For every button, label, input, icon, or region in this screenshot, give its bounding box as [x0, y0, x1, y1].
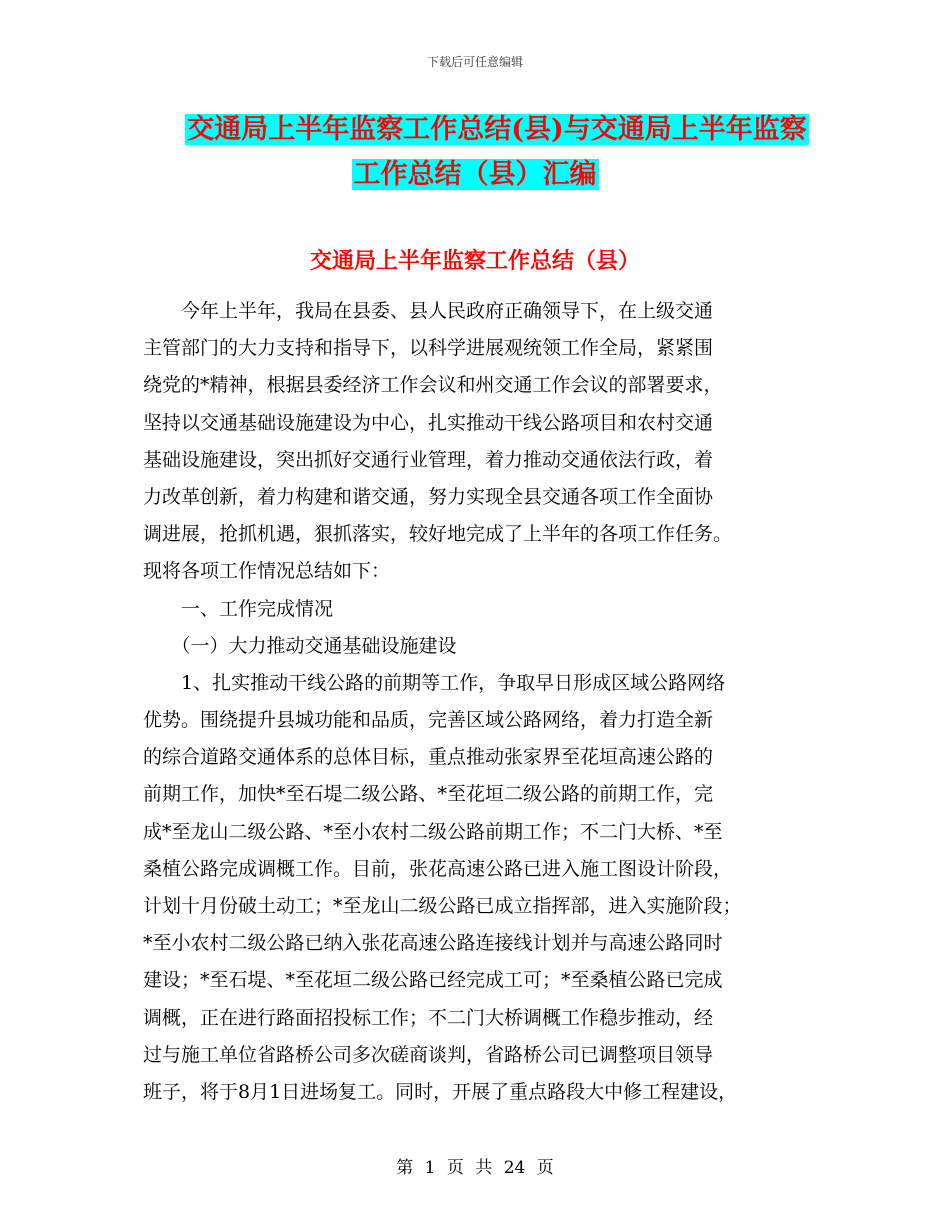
body-line: *至小农村二级公路已纳入张花高速公路连接线计划并与高速公路同时	[143, 932, 723, 955]
body-line: 调进展，抢抓机遇，狠抓落实，较好地完成了上半年的各项工作任务。	[143, 523, 733, 546]
body-line: 1、扎实推动干线公路的前期等工作，争取早日形成区域公路网络	[143, 671, 726, 694]
document-title-line-1-text: 交通局上半年监察工作总结(县)与交通局上半年监察	[187, 114, 807, 145]
document-title-line-1	[22, 110, 950, 150]
body-line: 建设；*至石堤、*至花垣二级公路已经完成工可；*至桑植公路已完成	[143, 969, 723, 992]
body-line: （一）大力推动交通基础设施建设	[143, 634, 457, 657]
body-line: 班子，将于8月1日进场复工。同时，开展了重点路段大中修工程建设，	[143, 1080, 738, 1103]
body-line: 今年上半年，我局在县委、县人民政府正确领导下，在上级交通	[143, 300, 714, 322]
body-line: 调概，正在进行路面招投标工作；不二门大桥调概工作稳步推动，经	[143, 1006, 714, 1029]
body-line: 现将各项工作情况总结如下：	[143, 560, 391, 583]
body-line: 坚持以交通基础设施建设为中心，扎实推动干线公路项目和农村交通	[143, 411, 714, 434]
body-text	[143, 293, 823, 1111]
body-line: 主管部门的大力支持和指导下，以科学进展观统领工作全局，紧紧围	[143, 337, 714, 360]
page-number: 第 1 页 共 24 页	[396, 1158, 554, 1178]
body-line: 的综合道路交通体系的总体目标，重点推动张家界至花垣高速公路的	[143, 746, 714, 769]
body-line: 一、工作完成情况	[143, 597, 334, 620]
body-line: 桑植公路完成调概工作。目前，张花高速公路已进入施工图设计阶段，	[143, 857, 733, 880]
body-line: 优势。围绕提升县城功能和品质，完善区域公路网络，着力打造全新	[143, 709, 714, 732]
body-line: 前期工作，加快*至石堤二级公路、*至花垣二级公路的前期工作，完	[143, 783, 714, 806]
document-title-line-2-text: 工作总结（县）汇编	[353, 159, 597, 190]
body-line: 力改革创新，着力构建和谐交通，努力实现全县交通各项工作全面协	[143, 485, 714, 508]
body-line: 绕党的*精神，根据县委经济工作会议和州交通工作会议的部署要求，	[143, 374, 723, 397]
document-title-line-2	[0, 155, 950, 195]
body-line: 计划十月份破土动工；*至龙山二级公路已成立指挥部，进入实施阶段；	[143, 895, 742, 917]
body-line: 过与施工单位省路桥公司多次磋商谈判，省路桥公司已调整项目领导	[143, 1043, 714, 1066]
page-header-note: 下载后可任意编辑	[426, 55, 523, 69]
body-line: 成*至龙山二级公路、*至小农村二级公路前期工作；不二门大桥、*至	[143, 820, 723, 843]
section-title: 交通局上半年监察工作总结（县）	[309, 248, 640, 274]
body-line: 基础设施建设，突出抓好交通行业管理，着力推动交通依法行政，着	[143, 448, 714, 471]
